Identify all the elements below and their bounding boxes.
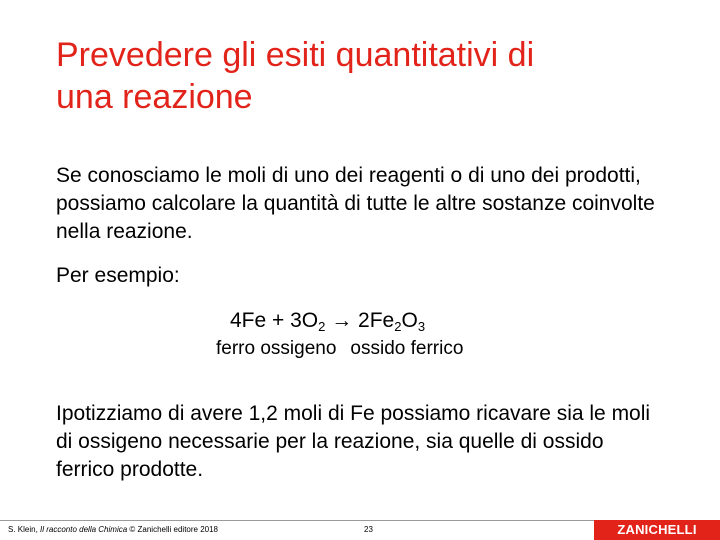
footer-credit [8,524,218,535]
label-ossido-ferrico: ossido ferrico [350,338,464,359]
footer-publisher: © Zanichelli editore 2018 [127,525,219,534]
equation-arrow-product: → 2Fe [325,309,395,332]
label-ossigeno: ossigeno [260,338,337,359]
page-number: 23 [364,525,373,534]
oxide-oxygen-subscript: 3 [417,319,426,334]
chemical-equation [230,307,425,335]
example-label: Per esempio: [56,264,180,287]
title-line-1: Prevedere gli esiti quantitativi di [56,36,535,74]
equation-labels [216,337,463,361]
oxygen-subscript: 2 [318,319,326,334]
hypothesis-paragraph: Ipotizziamo di avere 1,2 moli di Fe possiamo ricavare sia le moli di ossigeno necessarie per la reazione, sia quelle di ossido ferrico prodotte. [56,402,651,481]
zanichelli-logo: ZANICHELLI [594,520,720,540]
title-line-2: una reazione [56,78,253,116]
label-ferro: ferro [216,338,256,359]
equation-reactants: 4Fe + 3O [230,309,319,332]
intro-paragraph: Se conosciamo le moli di uno dei reagenti o di uno dei prodotti, possiamo calcolare la quantità di tutte le altre sostanze coinvolte nella reazione. [56,164,655,243]
footer-author: S. Klein, [8,525,41,534]
footer-book-title: Il racconto della Chimica [40,525,128,534]
iron-subscript: 2 [394,319,402,334]
equation-oxygen: O [401,309,418,332]
slide-title [56,34,676,118]
